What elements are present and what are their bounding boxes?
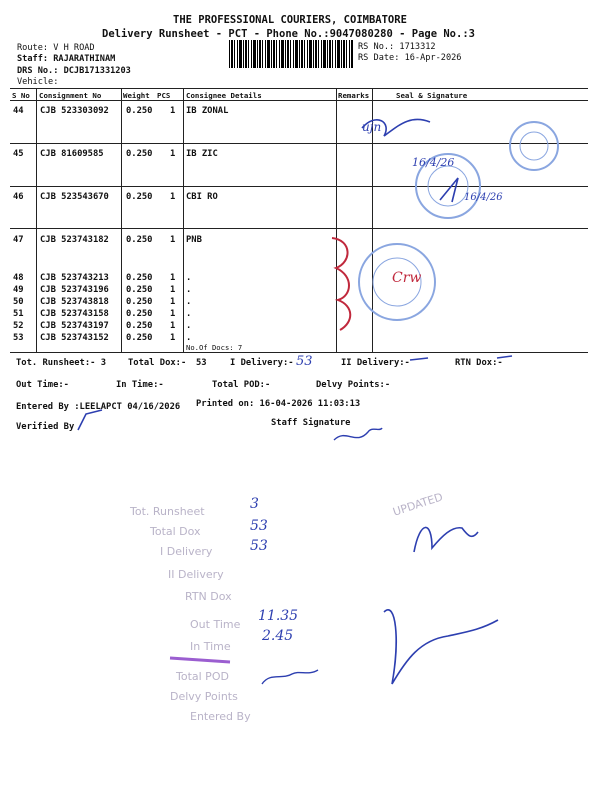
- runsheet-subtitle: Delivery Runsheet - PCT - Phone No.:9047080280 - Page No.:3: [102, 28, 475, 40]
- entered-by: Entered By :LEELAPCT 04/16/2026: [16, 402, 181, 412]
- row-pcs: 1: [170, 333, 176, 343]
- printed-on: Printed on: 16-04-2026 11:03:13: [196, 399, 361, 409]
- rear-updated-mark: UPDATED: [391, 490, 445, 519]
- row-weight: 0.250: [126, 273, 153, 283]
- row-consignee: IB ZONAL: [186, 106, 229, 116]
- row-consignee: CBI RO: [186, 192, 218, 202]
- rear-print-line: In Time: [190, 640, 231, 653]
- row-consignee: IB ZIC: [186, 149, 218, 159]
- rs-number: RS No.: 1713312: [358, 42, 436, 52]
- i-delivery-handwritten: 53: [296, 354, 313, 369]
- rear-strike-mark: [170, 658, 230, 662]
- row-sno: 48: [13, 273, 24, 283]
- rear-signature-scribble: [414, 527, 478, 552]
- row-sno: 49: [13, 285, 24, 295]
- rear-print-line: II Delivery: [168, 568, 224, 581]
- rear-print-line: Total Dox: [150, 525, 201, 538]
- verified-by-label: Verified By: [16, 422, 75, 432]
- header-consignee: Consignee Details: [186, 91, 262, 100]
- tot-runsheet: Tot. Runsheet:- 3: [16, 358, 107, 368]
- row-sno: 50: [13, 297, 24, 307]
- rear-handwritten-delivery: 53: [250, 538, 268, 554]
- handwritten-crw: Crw: [392, 270, 422, 286]
- rear-print-line: RTN Dox: [185, 590, 232, 603]
- row-consignee: .: [186, 297, 192, 307]
- handwritten-date: 16/4/26: [412, 156, 455, 169]
- rear-handwritten-dox: 53: [250, 518, 268, 534]
- handwritten-sig-44: ujn: [362, 120, 382, 134]
- row-consignee: .: [186, 309, 192, 319]
- seal-stamp: [510, 122, 558, 170]
- total-dox-label: Total Dox:-: [128, 358, 187, 368]
- row-weight: 0.250: [126, 321, 153, 331]
- row-consignment: CJB 523543670: [40, 192, 109, 202]
- row-sno: 52: [13, 321, 24, 331]
- row-consignee: .: [186, 333, 192, 343]
- row-consignment: CJB 523743213: [40, 273, 109, 283]
- out-time-label: Out Time:-: [16, 380, 69, 390]
- rs-date: RS Date: 16-Apr-2026: [358, 53, 462, 63]
- rear-print-line: Tot. Runsheet: [130, 505, 205, 518]
- seal-stamp: [520, 132, 548, 160]
- row-consignment: CJB 523743818: [40, 297, 109, 307]
- rear-signature-scribble: [262, 670, 318, 684]
- header-pcs: PCS: [157, 91, 171, 100]
- row-consignment: CJB 523743158: [40, 309, 109, 319]
- row-weight: 0.250: [126, 297, 153, 307]
- row-consignee: PNB: [186, 235, 202, 245]
- rear-signature-scribble: [384, 610, 498, 684]
- rear-print-line: Total POD: [176, 670, 229, 683]
- red-bracket-mark: [332, 238, 350, 330]
- staff-signature-label: Staff Signature: [271, 418, 351, 428]
- row-pcs: 1: [170, 235, 176, 245]
- verified-tick: [78, 410, 102, 430]
- rear-handwritten-runsheet: 3: [250, 496, 259, 512]
- row-weight: 0.250: [126, 235, 153, 245]
- rear-print-line: Delvy Points: [170, 690, 238, 703]
- no-of-docs: No.Of Docs: 7: [186, 343, 243, 352]
- signature-scribble: [440, 178, 458, 202]
- route-label: Route: V H ROAD: [17, 43, 95, 53]
- header-consignment-no: Consignment No: [39, 91, 102, 100]
- header-sno: S No: [12, 91, 30, 100]
- row-consignee: .: [186, 285, 192, 295]
- row-consignment: CJB 523743197: [40, 321, 109, 331]
- row-pcs: 1: [170, 149, 176, 159]
- rear-handwritten-out-time: 11.35: [258, 608, 299, 624]
- row-consignment: CJB 523743152: [40, 333, 109, 343]
- rear-print-line: I Delivery: [160, 545, 213, 558]
- total-dox-value: 53: [196, 358, 207, 368]
- vehicle-label: Vehicle:: [17, 77, 59, 87]
- row-weight: 0.250: [126, 106, 153, 116]
- row-weight: 0.250: [126, 285, 153, 295]
- row-weight: 0.250: [126, 333, 153, 343]
- row-pcs: 1: [170, 273, 176, 283]
- row-weight: 0.250: [126, 309, 153, 319]
- header-seal-signature: Seal & Signature: [396, 91, 468, 100]
- row-sno: 44: [13, 106, 24, 116]
- rtn-dox-label: RTN Dox:-: [455, 358, 503, 368]
- header-remarks: Remarks: [338, 91, 370, 100]
- delvy-points-label: Delvy Points:-: [316, 380, 391, 390]
- company-title: THE PROFESSIONAL COURIERS, COIMBATORE: [173, 14, 407, 26]
- row-consignment: CJB 523303092: [40, 106, 109, 116]
- row-pcs: 1: [170, 297, 176, 307]
- row-sno: 46: [13, 192, 24, 202]
- ii-delivery-dash: [410, 358, 428, 360]
- row-consignment: CJB 523743182: [40, 235, 109, 245]
- row-sno: 47: [13, 235, 24, 245]
- row-sno: 45: [13, 149, 24, 159]
- in-time-label: In Time:-: [116, 380, 164, 390]
- seal-stamp: [428, 166, 468, 206]
- staff-signature-scribble: [334, 428, 382, 440]
- row-consignment: CJB 81609585: [40, 149, 104, 159]
- row-weight: 0.250: [126, 192, 153, 202]
- row-pcs: 1: [170, 106, 176, 116]
- row-consignee: .: [186, 273, 192, 283]
- row-pcs: 1: [170, 192, 176, 202]
- i-delivery-label: I Delivery:-: [230, 358, 294, 368]
- total-pod-label: Total POD:-: [212, 380, 271, 390]
- rear-handwritten-in-time: 2.45: [262, 628, 294, 644]
- header-weight: Weight: [123, 91, 150, 100]
- row-sno: 53: [13, 333, 24, 343]
- drs-label: DRS No.: DCJB171331203: [17, 66, 131, 76]
- row-pcs: 1: [170, 285, 176, 295]
- row-sno: 51: [13, 309, 24, 319]
- row-pcs: 1: [170, 309, 176, 319]
- ii-delivery-label: II Delivery:-: [341, 358, 410, 368]
- row-consignment: CJB 523743196: [40, 285, 109, 295]
- row-consignee: .: [186, 321, 192, 331]
- rear-print-line: Out Time: [190, 618, 241, 631]
- rear-print-line: Entered By: [190, 710, 251, 723]
- row-pcs: 1: [170, 321, 176, 331]
- row-weight: 0.250: [126, 149, 153, 159]
- staff-label: Staff: RAJARATHINAM: [17, 54, 116, 64]
- handwritten-date: 16/4/26: [464, 192, 503, 203]
